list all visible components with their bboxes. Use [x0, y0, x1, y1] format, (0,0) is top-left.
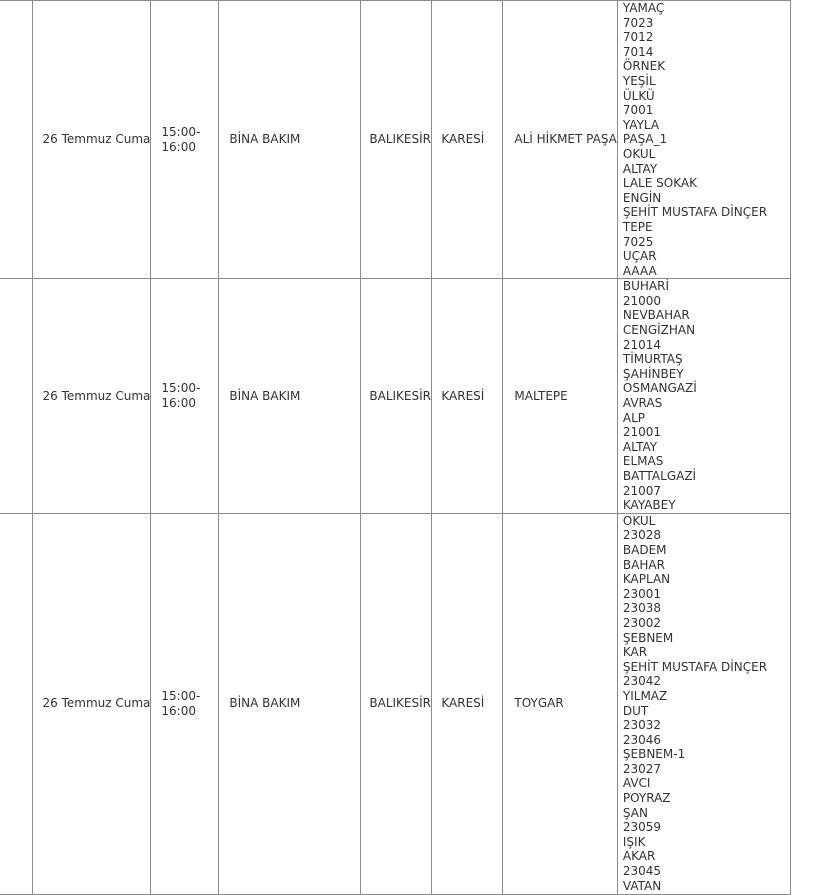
- street-name: IŞIK: [622, 834, 646, 849]
- district-cell: KARESİ: [432, 1, 503, 279]
- work-type-cell: BİNA BAKIM: [219, 1, 361, 279]
- street-name: 23001: [622, 586, 662, 601]
- street-name: DUT: [622, 703, 649, 718]
- street-name: YILMAZ: [622, 688, 668, 703]
- time-start: 15:00-: [161, 381, 201, 396]
- street-name: ŞEHİT MUSTAFA DİNÇER: [622, 205, 768, 220]
- street-name: ŞEBNEM: [622, 630, 674, 645]
- street-name: OKUL: [622, 146, 656, 161]
- time-end: 16:00: [161, 139, 196, 154]
- street-name: 23046: [622, 732, 662, 747]
- street-name: AVCI: [622, 776, 651, 791]
- city-cell: BALIKESİR: [361, 513, 432, 894]
- district-cell: KARESİ: [432, 513, 503, 894]
- street-name: ÖRNEK: [622, 59, 666, 74]
- street-name: 7025: [622, 234, 654, 249]
- street-name: ŞAHİNBEY: [622, 366, 684, 381]
- city-cell: BALIKESİR: [361, 1, 432, 279]
- street-name: YEŞİL: [622, 73, 656, 88]
- date-cell: 26 Temmuz Cuma: [32, 1, 151, 279]
- street-name: 23038: [622, 601, 662, 616]
- time-end: 16:00: [161, 703, 196, 718]
- street-name: AAAA: [622, 263, 657, 278]
- street-name: POYRAZ: [622, 791, 671, 806]
- district-cell: KARESİ: [432, 279, 503, 514]
- time-start: 15:00-: [161, 689, 201, 704]
- time-start: 15:00-: [161, 125, 201, 140]
- table-row: [0, 513, 790, 894]
- street-name: 23042: [622, 674, 662, 689]
- time-cell: [151, 1, 219, 279]
- street-name: AVRAS: [622, 396, 663, 411]
- street-name: ALP: [622, 410, 646, 425]
- street-name: YAYLA: [622, 117, 660, 132]
- street-name: ALTAY: [622, 439, 658, 454]
- streets-cell: [617, 279, 790, 514]
- time-cell: [151, 513, 219, 894]
- street-name: TEPE: [622, 219, 653, 234]
- neighborhood-cell: MALTEPE: [503, 279, 618, 514]
- street-name: 23027: [622, 761, 662, 776]
- street-name: 7014: [622, 44, 654, 59]
- street-name: ŞEBNEM-1: [622, 747, 686, 762]
- street-name: KAPLAN: [622, 572, 671, 587]
- street-name: OKUL: [622, 513, 656, 528]
- street-name: OSMANGAZİ: [622, 381, 697, 396]
- neighborhood-cell: TOYGAR: [503, 513, 618, 894]
- date-cell: 26 Temmuz Cuma: [32, 279, 151, 514]
- street-name: 23032: [622, 718, 662, 733]
- empty-cell: [0, 279, 32, 514]
- street-name: YAMAÇ: [622, 1, 665, 15]
- street-name: 23045: [622, 864, 662, 879]
- street-name: 7001: [622, 103, 654, 118]
- city-cell: BALIKESİR: [361, 279, 432, 514]
- street-name: AKAR: [622, 849, 656, 864]
- street-name: 21000: [622, 293, 662, 308]
- street-name: ALTAY: [622, 161, 658, 176]
- street-name: NEVBAHAR: [622, 308, 690, 323]
- street-name: 23002: [622, 615, 662, 630]
- table-row: [0, 1, 790, 279]
- street-name: ÜLKÜ: [622, 88, 655, 103]
- street-name: KAR: [622, 645, 648, 660]
- street-name: BAHAR: [622, 557, 665, 572]
- street-name: PAŞA_1: [622, 132, 668, 147]
- neighborhood-cell: ALİ HİKMET PAŞA: [503, 1, 618, 279]
- work-type-cell: BİNA BAKIM: [219, 513, 361, 894]
- street-name: ELMAS: [622, 454, 664, 469]
- street-name: CENGİZHAN: [622, 323, 696, 338]
- street-name: TİMURTAŞ: [622, 352, 683, 367]
- street-name: ŞAN: [622, 805, 648, 820]
- date-cell: 26 Temmuz Cuma: [32, 513, 151, 894]
- street-name: KAYABEY: [622, 498, 676, 513]
- street-name: 21014: [622, 337, 662, 352]
- street-name: 7023: [622, 15, 654, 30]
- work-type-cell: BİNA BAKIM: [219, 279, 361, 514]
- time-cell: [151, 279, 219, 514]
- street-name: BATTALGAZİ: [622, 469, 697, 483]
- street-name: 23059: [622, 820, 662, 835]
- streets-cell: [617, 1, 790, 279]
- streets-cell: [617, 513, 790, 894]
- street-name: VATAN: [622, 878, 662, 893]
- street-name: ŞEHİT MUSTAFA DİNÇER: [622, 659, 768, 674]
- street-name: 23028: [622, 528, 662, 543]
- street-name: BADEM: [622, 542, 667, 557]
- empty-cell: [0, 513, 32, 894]
- table-row: [0, 279, 790, 514]
- empty-cell: [0, 1, 32, 279]
- street-name: ENGİN: [622, 190, 662, 205]
- street-name: LALE SOKAK: [622, 176, 697, 191]
- street-name: 21001: [622, 425, 662, 440]
- street-name: 7012: [622, 30, 654, 45]
- street-name: 21007: [622, 483, 662, 498]
- time-end: 16:00: [161, 396, 196, 411]
- street-name: BUHARİ: [622, 279, 670, 294]
- street-name: UÇAR: [622, 249, 657, 264]
